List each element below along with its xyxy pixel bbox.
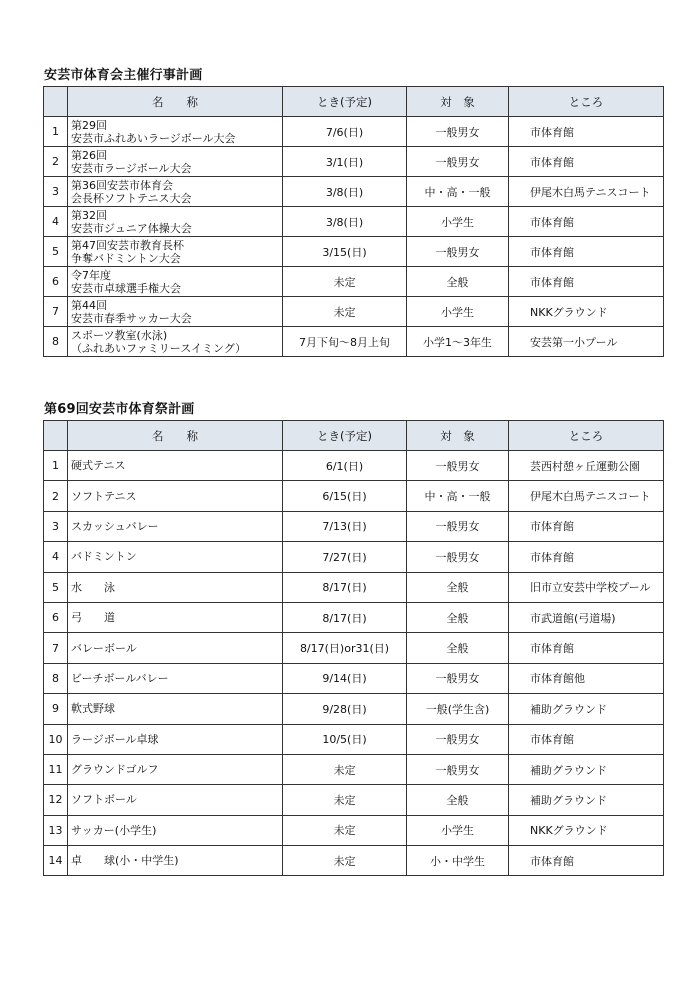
- events-table: [43, 86, 664, 357]
- event-date: 7/13(日): [283, 511, 407, 541]
- event-target: 中・高・一般: [407, 481, 509, 511]
- table-row: [44, 207, 664, 237]
- event-name-line2: 安芸市ジュニア体操大会: [71, 221, 192, 235]
- row-number: 6: [44, 267, 68, 297]
- section2-title: 第69回安芸市体育祭計画: [44, 402, 195, 417]
- event-target: 全般: [407, 785, 509, 815]
- event-name-line2: 安芸市春季サッカー大会: [71, 311, 192, 325]
- event-name-cell: [68, 267, 283, 297]
- table-row: [44, 267, 664, 297]
- event-target: 一般男女: [407, 754, 509, 784]
- event-name: グラウンドゴルフ: [68, 754, 283, 784]
- row-number: 1: [44, 117, 68, 147]
- table-row: [44, 511, 664, 541]
- event-date: 6/15(日): [283, 481, 407, 511]
- event-name-line2: 安芸市卓球選手権大会: [71, 281, 181, 295]
- event-name-line2: 安芸市ふれあいラージボール大会: [71, 131, 236, 145]
- row-number: 13: [44, 815, 68, 845]
- event-target: 小学生: [407, 815, 509, 845]
- row-number: 6: [44, 602, 68, 632]
- event-name: サッカー(小学生): [68, 815, 283, 845]
- table-row: [44, 542, 664, 572]
- row-number: 8: [44, 663, 68, 693]
- event-date: 3/8(日): [283, 207, 407, 237]
- table-row: [44, 846, 664, 876]
- event-name: 卓 球(小・中学生): [68, 846, 283, 876]
- event-date: 9/28(日): [283, 694, 407, 724]
- row-number: 4: [44, 542, 68, 572]
- event-place: 市体育館: [509, 511, 664, 541]
- event-target: 全般: [407, 572, 509, 602]
- table-row: [44, 147, 664, 177]
- row-number: 5: [44, 237, 68, 267]
- row-number: 7: [44, 297, 68, 327]
- table-row: [44, 694, 664, 724]
- event-target: 中・高・一般: [407, 177, 509, 207]
- event-target: 一般男女: [407, 451, 509, 481]
- table-row: [44, 815, 664, 845]
- event-date: 未定: [283, 754, 407, 784]
- table-header-row: [44, 87, 664, 117]
- event-name: 軟式野球: [68, 694, 283, 724]
- event-target: 一般(学生含): [407, 694, 509, 724]
- section1-title: 安芸市体育会主催行事計画: [44, 68, 203, 83]
- event-name-cell: [68, 207, 283, 237]
- event-place: 市体育館: [509, 207, 664, 237]
- event-target: 一般男女: [407, 237, 509, 267]
- row-number: 1: [44, 451, 68, 481]
- event-place: 市体育館: [509, 724, 664, 754]
- event-name-cell: [68, 147, 283, 177]
- table-row: [44, 451, 664, 481]
- event-name-line1: 令7年度: [71, 268, 111, 282]
- event-name-cell: [68, 297, 283, 327]
- event-name: ビーチボールバレー: [68, 663, 283, 693]
- event-target: 小学生: [407, 297, 509, 327]
- event-name: バドミントン: [68, 542, 283, 572]
- row-number: 14: [44, 846, 68, 876]
- table-header-row: [44, 421, 664, 451]
- row-number: 2: [44, 481, 68, 511]
- event-target: 小学1～3年生: [407, 327, 509, 357]
- event-name-line2: 争奪バドミントン大会: [71, 251, 181, 265]
- event-date: 6/1(日): [283, 451, 407, 481]
- row-number: 3: [44, 511, 68, 541]
- event-name: ラージボール卓球: [68, 724, 283, 754]
- event-name-line1: 第26回: [71, 148, 107, 162]
- event-place: 市体育館: [509, 147, 664, 177]
- event-target: 全般: [407, 602, 509, 632]
- event-place: NKKグラウンド: [509, 815, 664, 845]
- row-number: 2: [44, 147, 68, 177]
- header-name: 名 称: [68, 421, 283, 451]
- event-date: 未定: [283, 267, 407, 297]
- event-date: 7月下旬～8月上旬: [283, 327, 407, 357]
- event-date: 8/17(日): [283, 572, 407, 602]
- event-place: 伊尾木白馬テニスコート: [509, 177, 664, 207]
- event-place: 補助グラウンド: [509, 694, 664, 724]
- table-row: [44, 237, 664, 267]
- table-row: [44, 633, 664, 663]
- event-date: 未定: [283, 785, 407, 815]
- row-number: 8: [44, 327, 68, 357]
- event-place: NKKグラウンド: [509, 297, 664, 327]
- table-row: [44, 297, 664, 327]
- event-name-line2: 安芸市ラージボール大会: [71, 161, 192, 175]
- event-place: 市体育館: [509, 846, 664, 876]
- header-target: 対 象: [407, 87, 509, 117]
- event-date: 7/6(日): [283, 117, 407, 147]
- row-number: 11: [44, 754, 68, 784]
- event-name: 水 泳: [68, 572, 283, 602]
- event-target: 小学生: [407, 207, 509, 237]
- event-name-cell: [68, 327, 283, 357]
- header-place: ところ: [509, 421, 664, 451]
- event-place: 市体育館: [509, 237, 664, 267]
- header-date: とき(予定): [283, 421, 407, 451]
- event-target: 一般男女: [407, 511, 509, 541]
- table-row: [44, 754, 664, 784]
- event-place: 市武道館(弓道場): [509, 602, 664, 632]
- event-name-cell: [68, 117, 283, 147]
- event-target: 一般男女: [407, 724, 509, 754]
- event-name-line1: 第29回: [71, 118, 107, 132]
- event-name-line2: 会長杯ソフトテニス大会: [71, 191, 192, 205]
- event-name: ソフトボール: [68, 785, 283, 815]
- event-place: 補助グラウンド: [509, 785, 664, 815]
- event-name: 硬式テニス: [68, 451, 283, 481]
- table-row: [44, 177, 664, 207]
- event-name-line1: 第47回安芸市教育長杯: [71, 238, 184, 252]
- event-place: 市体育館他: [509, 663, 664, 693]
- event-date: 未定: [283, 846, 407, 876]
- event-date: 3/8(日): [283, 177, 407, 207]
- row-number: 4: [44, 207, 68, 237]
- event-name: バレーボール: [68, 633, 283, 663]
- event-date: 3/15(日): [283, 237, 407, 267]
- event-target: 小・中学生: [407, 846, 509, 876]
- event-target: 全般: [407, 633, 509, 663]
- event-name-cell: [68, 177, 283, 207]
- event-name-line1: 第44回: [71, 298, 107, 312]
- row-number: 7: [44, 633, 68, 663]
- table-row: [44, 481, 664, 511]
- table-row: [44, 663, 664, 693]
- table-row: [44, 785, 664, 815]
- event-place: 市体育館: [509, 633, 664, 663]
- event-target: 全般: [407, 267, 509, 297]
- event-date: 8/17(日): [283, 602, 407, 632]
- event-name-line1: 第32回: [71, 208, 107, 222]
- row-number: 10: [44, 724, 68, 754]
- table-row: [44, 117, 664, 147]
- event-date: 3/1(日): [283, 147, 407, 177]
- row-number: 12: [44, 785, 68, 815]
- event-name-cell: [68, 237, 283, 267]
- event-target: 一般男女: [407, 663, 509, 693]
- header-date: とき(予定): [283, 87, 407, 117]
- header-target: 対 象: [407, 421, 509, 451]
- event-date: 9/14(日): [283, 663, 407, 693]
- event-date: 10/5(日): [283, 724, 407, 754]
- header-number: [44, 87, 68, 117]
- event-name-line1: スポーツ教室(水泳): [71, 328, 168, 342]
- header-number: [44, 421, 68, 451]
- row-number: 3: [44, 177, 68, 207]
- table-row: [44, 724, 664, 754]
- event-target: 一般男女: [407, 542, 509, 572]
- event-date: 未定: [283, 297, 407, 327]
- event-target: 一般男女: [407, 117, 509, 147]
- event-place: 芸西村憩ヶ丘運動公園: [509, 451, 664, 481]
- event-place: 市体育館: [509, 117, 664, 147]
- event-place: 安芸第一小プール: [509, 327, 664, 357]
- event-date: 7/27(日): [283, 542, 407, 572]
- event-place: 旧市立安芸中学校プール: [509, 572, 664, 602]
- event-name: ソフトテニス: [68, 481, 283, 511]
- event-date: 未定: [283, 815, 407, 845]
- event-name: 弓 道: [68, 602, 283, 632]
- event-name-line1: 第36回安芸市体育会: [71, 178, 173, 192]
- row-number: 9: [44, 694, 68, 724]
- header-place: ところ: [509, 87, 664, 117]
- event-place: 補助グラウンド: [509, 754, 664, 784]
- festival-table: [43, 420, 664, 876]
- event-name-line2: （ふれあいファミリースイミング）: [71, 341, 247, 355]
- event-date: 8/17(日)or31(日): [283, 633, 407, 663]
- table-row: [44, 602, 664, 632]
- row-number: 5: [44, 572, 68, 602]
- event-target: 一般男女: [407, 147, 509, 177]
- event-place: 市体育館: [509, 267, 664, 297]
- table-row: [44, 327, 664, 357]
- header-name: 名 称: [68, 87, 283, 117]
- event-place: 市体育館: [509, 542, 664, 572]
- event-name: スカッシュバレー: [68, 511, 283, 541]
- event-place: 伊尾木白馬テニスコート: [509, 481, 664, 511]
- table-row: [44, 572, 664, 602]
